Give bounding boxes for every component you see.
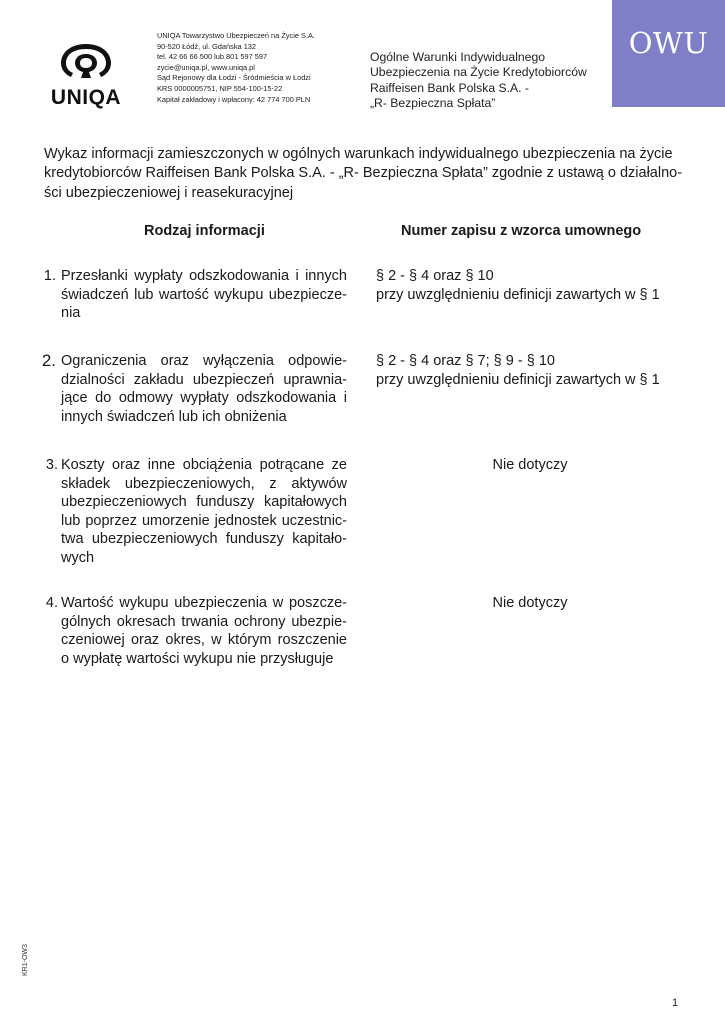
company-info [157, 31, 357, 105]
reference-line: Nie dotyczy [492, 595, 568, 611]
intro-paragraph [44, 145, 689, 203]
company-line: tel. 42 66 66 500 lub 801 597 597 [157, 52, 268, 62]
document-title-line: Raiffeisen Bank Polska S.A. - [370, 80, 529, 95]
logo-wordmark: UNIQA [50, 86, 122, 109]
row-description: Ograniczenia oraz wyłączenia odpowie-dzialności zakładu ubezpieczeń uprawnia-jące do odmowy wypłaty odszkodowania i innych świadczeń lub ich obniżenia [61, 353, 347, 425]
row-description: Przesłanki wypłaty odszkodowania i innych świadczeń lub wartość wykupu ubezpiecze-nia [61, 268, 347, 322]
row-number: 2. [41, 351, 56, 370]
company-line: Kapitał zakładowy i wpłacony: 42 774 700 PLN [157, 94, 311, 104]
side-document-code: KR1-OW3 [22, 944, 29, 976]
company-line: 90-520 Łódź, ul. Gdańska 132 [157, 41, 257, 51]
row-number: 3. [45, 457, 58, 473]
row-description: Wartość wykupu ubezpieczenia w poszcze-gólnych okresach trwania ochrony ubezpie-czeniowej oraz okres, w którym roszczenie o wypłatę wartości wykupu nie przysługuje [61, 595, 347, 667]
row-reference [430, 594, 630, 613]
row-reference [430, 456, 630, 475]
intro-line: ści ubezpieczeniowej i reasekuracyjnej [44, 184, 294, 201]
document-title [370, 50, 600, 112]
page-number: 1 [672, 997, 679, 1009]
reference-line: przy uwzględnieniu definicji zawartych w § 1 [376, 371, 660, 388]
intro-line: kredytobiorców Raiffeisen Bank Polska S.A. - „R- Bezpieczna Spłata” zgodnie z ustawą o działalno- [44, 165, 683, 182]
row-number: 4. [45, 595, 58, 611]
company-line: zycie@uniqa.pl, www.uniqa.pl [157, 62, 255, 72]
reference-line: § 2 - § 4 oraz § 10 [376, 268, 494, 284]
column-header-reference: Numer zapisu z wzorca umownego [401, 223, 642, 239]
reference-line: przy uwzględnieniu definicji zawartych w § 1 [376, 286, 660, 303]
row-description: Koszty oraz inne obciążenia potrącane ze składek ubezpieczeniowych, z aktywów ubezpieczeniowych funduszy kapitałowych lub poprzez umorzenie jednostek uczestnic-twa ubezpieczeniowych funduszy kapitało-wych [61, 457, 347, 566]
owu-badge [612, 0, 725, 107]
intro-line: Wykaz informacji zamieszczonych w ogólnych warunkach indywidualnego ubezpieczenia na życie [44, 146, 673, 162]
uniqa-emblem-icon [56, 42, 116, 80]
company-line: Sąd Rejonowy dla Łodzi - Śródmieścia w Łodzi [157, 73, 311, 83]
document-title-line: „R- Bezpieczna Spłata” [370, 96, 496, 111]
company-line: KRS 0000005751, NIP 554-100-15-22 [157, 83, 283, 93]
row-reference [376, 267, 676, 304]
reference-line: § 2 - § 4 oraz § 7; § 9 - § 10 [376, 353, 555, 369]
column-header-type: Rodzaj informacji [144, 223, 265, 239]
owu-label: OWU [628, 26, 709, 60]
reference-line: Nie dotyczy [492, 457, 568, 473]
row-reference [376, 352, 676, 389]
uniqa-logo [44, 42, 128, 110]
company-line: UNIQA Towarzystwo Ubezpieczeń na Życie S.A. [157, 31, 316, 40]
document-title-line: Ubezpieczenia na Życie Kredytobiorców [370, 65, 587, 80]
row-number: 1. [43, 268, 56, 284]
document-title-line: Ogólne Warunki Indywidualnego [370, 50, 546, 64]
